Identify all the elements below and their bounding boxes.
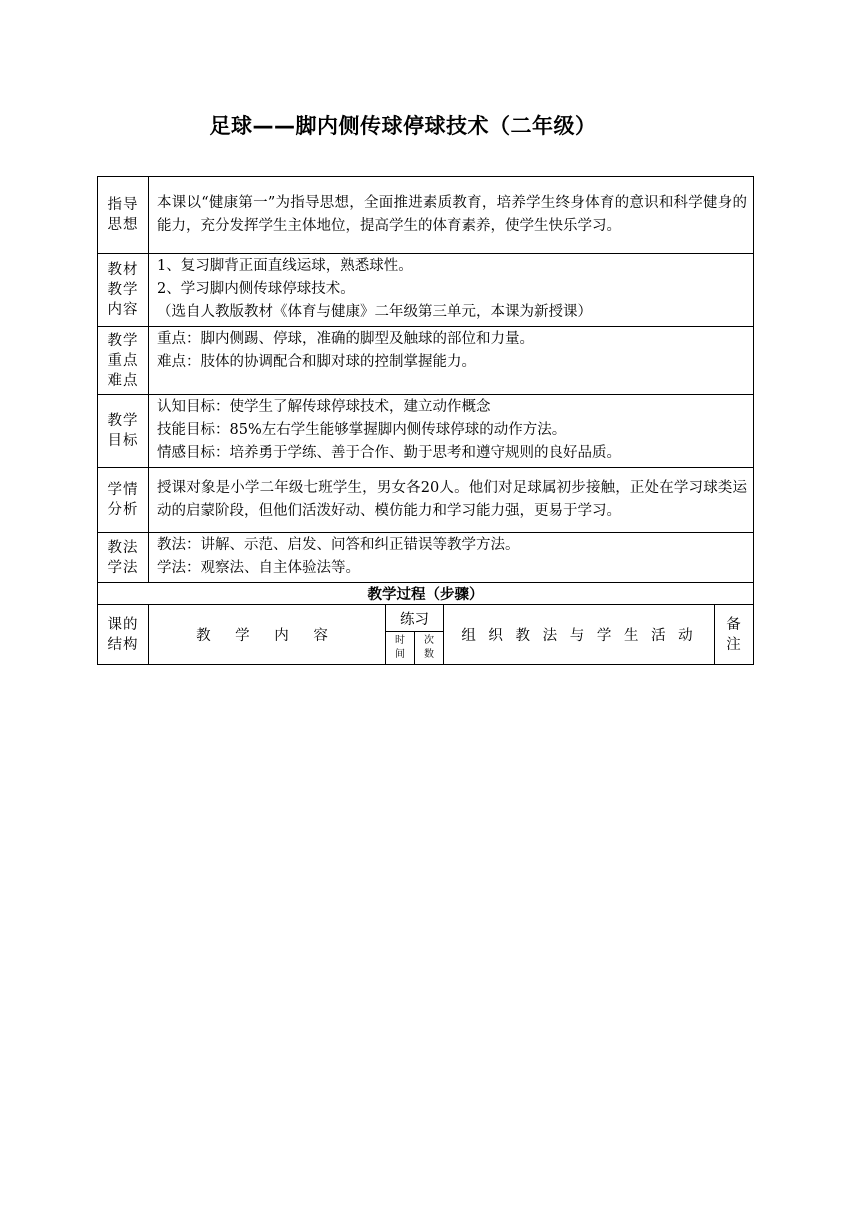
section-row-methods [98, 533, 754, 583]
section-label: 教材 教学 内容 [98, 254, 149, 327]
content-line: 2、学习脚内侧传球停球技术。 [157, 281, 355, 297]
process-header-row [98, 605, 754, 632]
col-method-header: 组 织 教 法 与 学 生 活 动 [444, 605, 715, 665]
content-line: 重点：脚内侧踢、停球，准确的脚型及触球的部位和力量。 [157, 331, 534, 347]
lesson-plan-table [97, 176, 754, 665]
content-line: 情感目标：培养勇于学练、善于合作、勤于思考和遵守规则的良好品质。 [157, 445, 621, 461]
content-line: （选自人教版教材《体育与健康》二年级第三单元，本课为新授课） [157, 304, 592, 320]
section-content [149, 177, 754, 254]
section-row-key-points [98, 327, 754, 395]
document-title: 足球——脚内侧传球停球技术（二年级） [209, 114, 597, 138]
col-practice-header: 练习 [386, 605, 444, 632]
section-content [149, 254, 754, 327]
section-label: 教学 重点 难点 [98, 327, 149, 395]
col-time-header: 时 间 [386, 632, 415, 665]
col-note-header: 备 注 [715, 605, 754, 665]
col-content-header: 教 学 内 容 [149, 605, 386, 665]
section-content [149, 533, 754, 583]
section-label: 教学 目标 [98, 395, 149, 468]
content-line: 教法：讲解、示范、启发、问答和纠正错误等教学方法。 [157, 537, 520, 553]
content-line: 1、复习脚背正面直线运球，熟悉球性。 [157, 258, 413, 274]
col-count-header: 次 数 [415, 632, 444, 665]
content-line: 本课以“健康第一”为指导思想，全面推进素质教育，培养学生终身体育的意识和科学健身的能力，充分发挥学生主体地位，提高学生的体育素养，使学生快乐学习。 [157, 194, 748, 234]
content-line: 认知目标：使学生了解传球停球技术，建立动作概念 [157, 399, 491, 415]
section-label: 学情 分析 [98, 468, 149, 533]
process-title-row [98, 583, 754, 605]
section-label: 教法 学法 [98, 533, 149, 583]
section-row-teaching-content [98, 254, 754, 327]
col-structure-header: 课的 结构 [98, 605, 149, 665]
section-content [149, 468, 754, 533]
content-line: 授课对象是小学二年级七班学生，男女各20人。他们对足球属初步接触，正处在学习球类运动的启蒙阶段，但他们活泼好动、模仿能力和学习能力强，更易于学习。 [157, 479, 748, 519]
content-line: 技能目标：85%左右学生能够掌握脚内侧传球停球的动作方法。 [157, 422, 567, 438]
content-line: 难点：肢体的协调配合和脚对球的控制掌握能力。 [157, 354, 476, 370]
section-row-guiding-thought [98, 177, 754, 254]
section-content [149, 327, 754, 395]
section-row-objectives [98, 395, 754, 468]
process-title: 教学过程（步骤） [98, 583, 754, 605]
content-line: 学法：观察法、自主体验法等。 [157, 560, 360, 576]
section-label: 指导 思想 [98, 177, 149, 254]
section-content [149, 395, 754, 468]
section-row-learner-analysis [98, 468, 754, 533]
